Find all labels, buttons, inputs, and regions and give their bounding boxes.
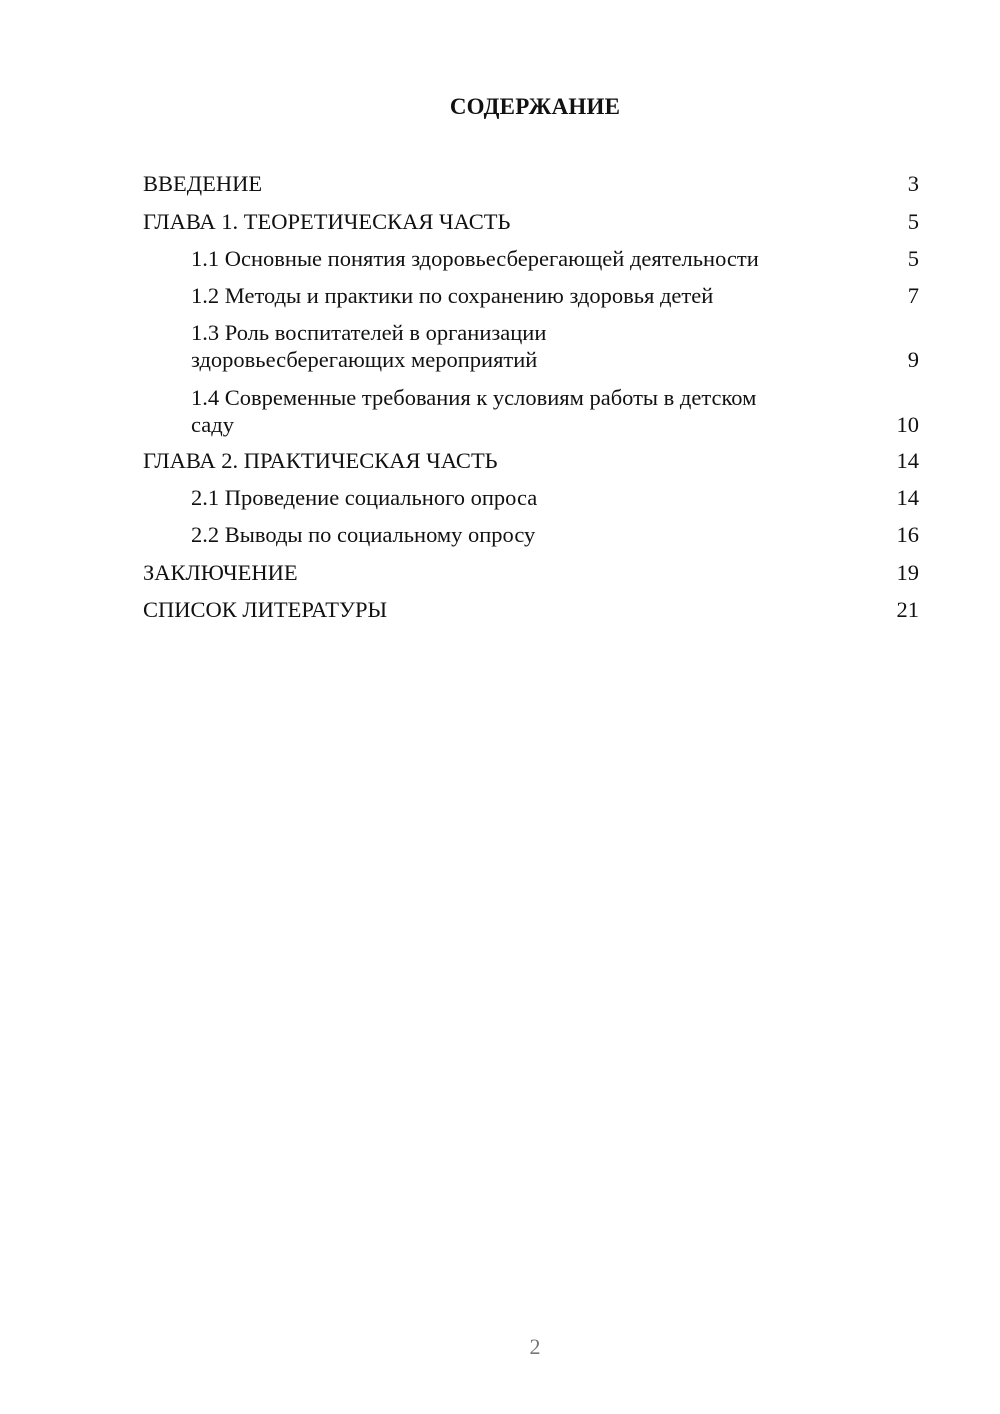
toc-entry-page: 14	[896, 485, 919, 510]
toc-entry-page: 14	[896, 448, 919, 473]
page-title: СОДЕРЖАНИЕ	[449, 94, 621, 119]
toc-entry-label: ГЛАВА 2. ПРАКТИЧЕСКАЯ ЧАСТЬ	[143, 448, 498, 473]
toc-entry-section-2-1[interactable]	[143, 484, 919, 511]
toc-entry-page: 19	[896, 560, 919, 585]
toc-entry-label: 1.3 Роль воспитателей в организации здоровьесберегающих мероприятий	[191, 320, 547, 372]
toc-entry-label: 2.2 Выводы по социальному опросу	[191, 522, 536, 547]
toc-entry-chapter-2[interactable]	[143, 447, 919, 474]
toc-entry-page: 9	[907, 347, 919, 372]
toc-entry-page: 5	[907, 209, 919, 234]
toc-entry-label: 1.2 Методы и практики по сохранению здоровья детей	[191, 283, 714, 308]
toc-entry-chapter-1[interactable]	[143, 208, 919, 235]
toc-entry-label: ЗАКЛЮЧЕНИЕ	[143, 560, 298, 585]
toc-entry-label: ГЛАВА 1. ТЕОРЕТИЧЕСКАЯ ЧАСТЬ	[143, 209, 511, 234]
page-number: 2	[529, 1334, 541, 1359]
toc-entry-introduction[interactable]	[143, 170, 919, 197]
toc-entry-conclusion[interactable]	[143, 559, 919, 586]
toc-entry-page: 3	[907, 171, 919, 196]
toc-entry-label: ВВЕДЕНИЕ	[143, 171, 263, 196]
toc-entry-page: 5	[907, 246, 919, 271]
toc-entry-page: 10	[896, 412, 919, 437]
toc-entry-section-1-4[interactable]	[143, 384, 919, 438]
toc-entry-section-1-3[interactable]	[143, 319, 919, 373]
toc-entry-page: 16	[896, 522, 919, 547]
toc-entry-label: СПИСОК ЛИТЕРАТУРЫ	[143, 597, 388, 622]
toc-entry-section-1-2[interactable]	[143, 282, 919, 309]
toc-entry-section-1-1[interactable]	[143, 245, 919, 272]
toc-entry-page: 7	[907, 283, 919, 308]
toc-entry-label: 1.1 Основные понятия здоровьесберегающей деятельности	[191, 246, 759, 271]
toc-entry-bibliography[interactable]	[143, 596, 919, 623]
toc-entry-label: 1.4 Современные требования к условиям работы в детском саду	[191, 385, 757, 437]
toc-entry-page: 21	[896, 597, 919, 622]
toc-entry-section-2-2[interactable]	[143, 521, 919, 548]
toc-entry-label: 2.1 Проведение социального опроса	[191, 485, 538, 510]
